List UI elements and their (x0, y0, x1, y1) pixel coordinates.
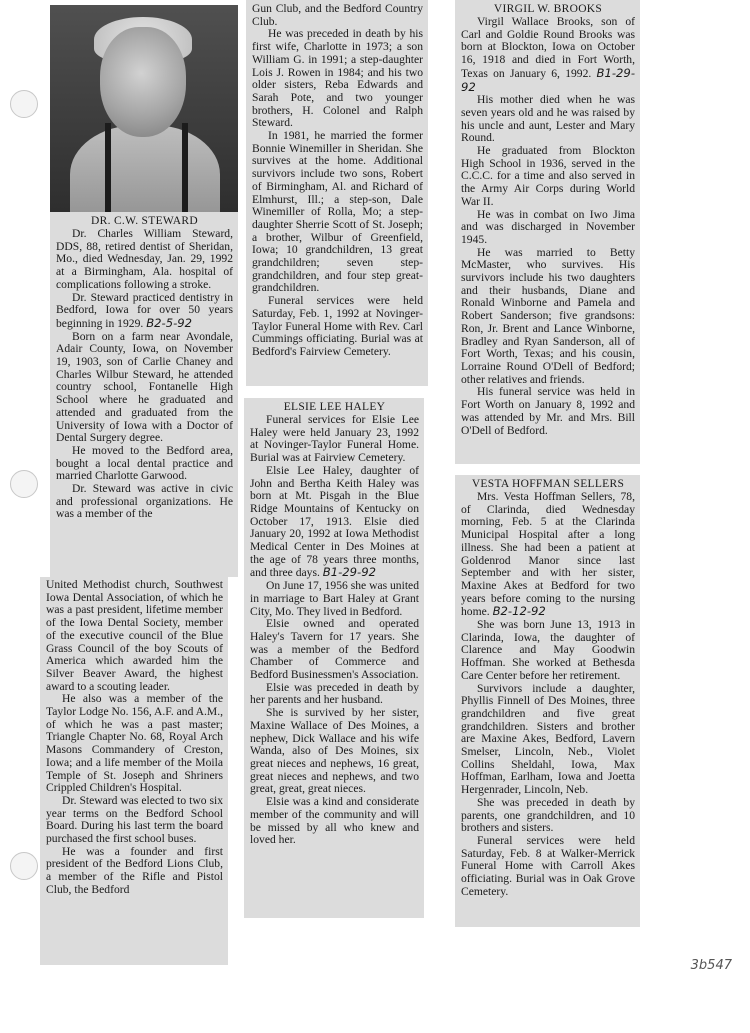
sellers-paragraph: She was preceded in death by parents, one grandchildren, and 10 brothers and sisters. (461, 795, 635, 835)
sellers-paragraph: Survivors include a daughter, Phyllis Finnell of Des Moines, three grandchildren and five great grandchildren. Sisters and brother are Maxine Akes, Bedford, Lavern Smelser, Lincoln, Neb., Violet Collins Sheldahl, Iowa, Max Hoffman, Earlham, Iowa and Joetta Hergenrader, Lincoln, Neb. (461, 681, 635, 797)
steward-portrait (50, 5, 238, 212)
steward-paragraph: In 1981, he married the former Bonnie Winemiller in Sheridan. She survives at the home. Additional survivors include two sons, Robert of Birmingham, Al. and Richard of Elmhurst, Ill.; a step-son, Dale Winemiller of Rolla, Mo; a step-daughter Sherrie Scott of St. Joseph; a brother, Wilbur of Greenfield, Iowa; 10 grandchildren, 13 great grandchildren; seven step-grandchildren, and four step great-grandchildren. (252, 129, 423, 295)
brooks-paragraph: He was in combat on Iwo Jima and was discharged in November 1945. (461, 207, 635, 246)
sellers-paragraph: Funeral services were held Saturday, Feb. 8 at Walker-Merrick Funeral Home with Carroll Akes officiating. Burial was in Oak Grove Cemetery. (461, 833, 635, 898)
steward-paragraph: He was preceded in death by his first wife, Charlotte in 1973; a son William G. in 1991; a step-daughter Lois J. Rowen in 1984; and his two older sisters, Reba Edwards and Sarah Pote, and two younger brothers, H. Colonel and Ralph Steward. (252, 27, 423, 130)
brooks-heading: VIRGIL W. BROOKS (493, 3, 603, 15)
haley-paragraph: Elsie was preceded in death by her parents and her husband. (250, 680, 419, 707)
handwritten-date-note: B2-5-92 (146, 315, 193, 330)
steward-paragraph: United Methodist church, Southwest Iowa Dental Association, of which he was a past president, lifetime member of the Iowa Dental Society, member of the executive council of the Blue Grass Council of the boy Scouts of America which awarded him the Silver Beaver Award, the highest award to a scouting leader. (46, 578, 223, 693)
binder-hole-middle (10, 470, 38, 498)
brooks-clipping (455, 0, 640, 464)
binder-hole-bottom (10, 852, 38, 880)
steward-heading: DR. C.W. STEWARD (91, 215, 198, 227)
steward-paragraph: Dr. Steward practiced dentistry in Bedford, Iowa for over 50 years beginning in 1929. B2-5-92 (56, 290, 233, 330)
steward-paragraph: Born on a farm near Avondale, Adair County, Iowa, on November 19, 1903, son of Carlie Chaney and Charles Wilbur Steward, he attended country school, Fontanelle High School where he graduated and attended and graduated from the University of Iowa with a Doctor of Dental Surgery degree. (56, 329, 233, 445)
haley-paragraph: She is survived by her sister, Maxine Wallace of Des Moines, a nephew, Dick Wallace and his wife Wanda, also of Des Moines, six great nieces and nephews, 16 great, great nieces and nephews, and two great, great, great nieces. (250, 706, 419, 796)
steward-paragraph: Funeral services were held Saturday, Feb. 1, 1992 at Novinger-Taylor Funeral Home with Rev. Carl Cummings officiating. Burial was at Bedford's Fairview Cemetery. (252, 294, 423, 358)
brooks-paragraph: Virgil Wallace Brooks, son of Carl and Goldie Round Brooks was born at Blockton, Iowa on October 16, 1918 and died in Fort Worth, Texas on January 6, 1992. B1-29-92 (461, 15, 635, 94)
steward-paragraph: He also was a member of the Taylor Lodge No. 156, A.F. and A.M., of which he was a past master; Triangle Chapter No. 68, Royal Arch Masons Commandery of Creston, Iowa; and a life member of the Moila Temple of St. Joseph and Shriners Crippled Children's Hospital. (46, 692, 223, 795)
sellers-clipping (455, 475, 640, 927)
steward-clipping-upper (50, 5, 238, 577)
steward-clipping-lower (40, 577, 228, 965)
steward-paragraph: Dr. Steward was elected to two six year terms on the Bedford School Board. During his last term the board purchased the first school buses. (46, 793, 223, 846)
brooks-paragraph: He was married to Betty McMaster, who survives. His survivors include his two daughters and their husbands, Diane and Ronald Winborne and Pamela and Robert Sanderson; five grandsons: Ron, Jr. Brent and Lance Winborne, Bradley and Ryan Sanderson, all of Fort Worth, Texas; and his cousin, Lorraine Round O'Dell of Bedford; other relatives and friends. (461, 245, 635, 386)
sellers-paragraph: She was born June 13, 1913 in Clarinda, Iowa, the daughter of Clarence and May Goodwin Hoffman. She worked at Bethesda Care Center before her retirement. (461, 618, 635, 682)
steward-paragraph: He moved to the Bedford area, bought a local dental practice and married Charlotte Garwood. (56, 443, 233, 483)
steward-paragraph: Dr. Charles William Steward, DDS, 88, retired dentist of Sheridan, Mo., died Wednesday, Jan. 29, 1992 at a Birmingham, Ala. hospital of complications following a stroke. (56, 227, 233, 291)
haley-paragraph: Funeral services for Elsie Lee Haley were held January 23, 1992 at Novinger-Taylor Funeral Home. Burial was at Fairview Cemetery. (250, 413, 419, 465)
handwritten-date-note: B1-29-92 (322, 565, 376, 580)
sellers-paragraph: Mrs. Vesta Hoffman Sellers, 78, of Clarinda, died Wednesday morning, Feb. 5 at the Clarinda Municipal Hospital after a long illness. She had been a patient at Goldenrod Manor since last September and with her sister, Maxine Akes at Bedford for two years before coming to the nursing home. B2-12-92 (461, 490, 635, 619)
brooks-paragraph: He graduated from Blockton High School in 1936, served in the C.C.C. for a time and also served in the Army Air Corps during World War II. (461, 144, 635, 208)
steward-paragraph: Gun Club, and the Bedford Country Club. (252, 2, 423, 28)
handwritten-date-note: B2-12-92 (492, 604, 546, 619)
binder-hole-top (10, 90, 38, 118)
haley-paragraph: Elsie owned and operated Haley's Tavern for 17 years. She was a member of the Bedford Chamber of Commerce and Bedford Businessmen's Association. (250, 617, 419, 682)
sellers-heading: VESTA HOFFMAN SELLERS (471, 478, 625, 490)
steward-clipping-continued (246, 0, 428, 386)
haley-paragraph: On June 17, 1956 she was united in marriage to Bart Haley at Grant City, Mo. They lived in Bedford. (250, 579, 419, 618)
steward-paragraph: Dr. Steward was active in civic and professional organizations. He was a member of the (56, 482, 233, 521)
haley-heading: ELSIE LEE HALEY (283, 401, 386, 413)
haley-paragraph: Elsie Lee Haley, daughter of John and Bertha Keith Haley was born at Mt. Pisgah in the Blue Ridge Mountains of Kentucky on October 17, 1913. Elsie died January 20, 1992 at Iowa Methodist Medical Center in Des Moines at the age of 78 years three months, and three days. B1-29-92 (250, 463, 419, 580)
haley-clipping (244, 398, 424, 918)
haley-paragraph: Elsie was a kind and considerate member of the community and will be missed by all who knew and loved her. (250, 795, 419, 847)
brooks-paragraph: His funeral service was held in Fort Worth on January 8, 1992 and was attended by Mr. and Mrs. Bill O'Dell of Bedford. (461, 385, 635, 437)
handwritten-date-note: B1-29-92 (461, 65, 635, 94)
page-number-handwritten: 3b547 (690, 958, 732, 973)
steward-paragraph: He was a founder and first president of the Bedford Lions Club, a member of the Rifle and Pistol Club, the Bedford (46, 844, 223, 896)
brooks-paragraph: His mother died when he was seven years old and he was raised by his uncle and aunt, Lester and Mary Round. (461, 93, 635, 145)
